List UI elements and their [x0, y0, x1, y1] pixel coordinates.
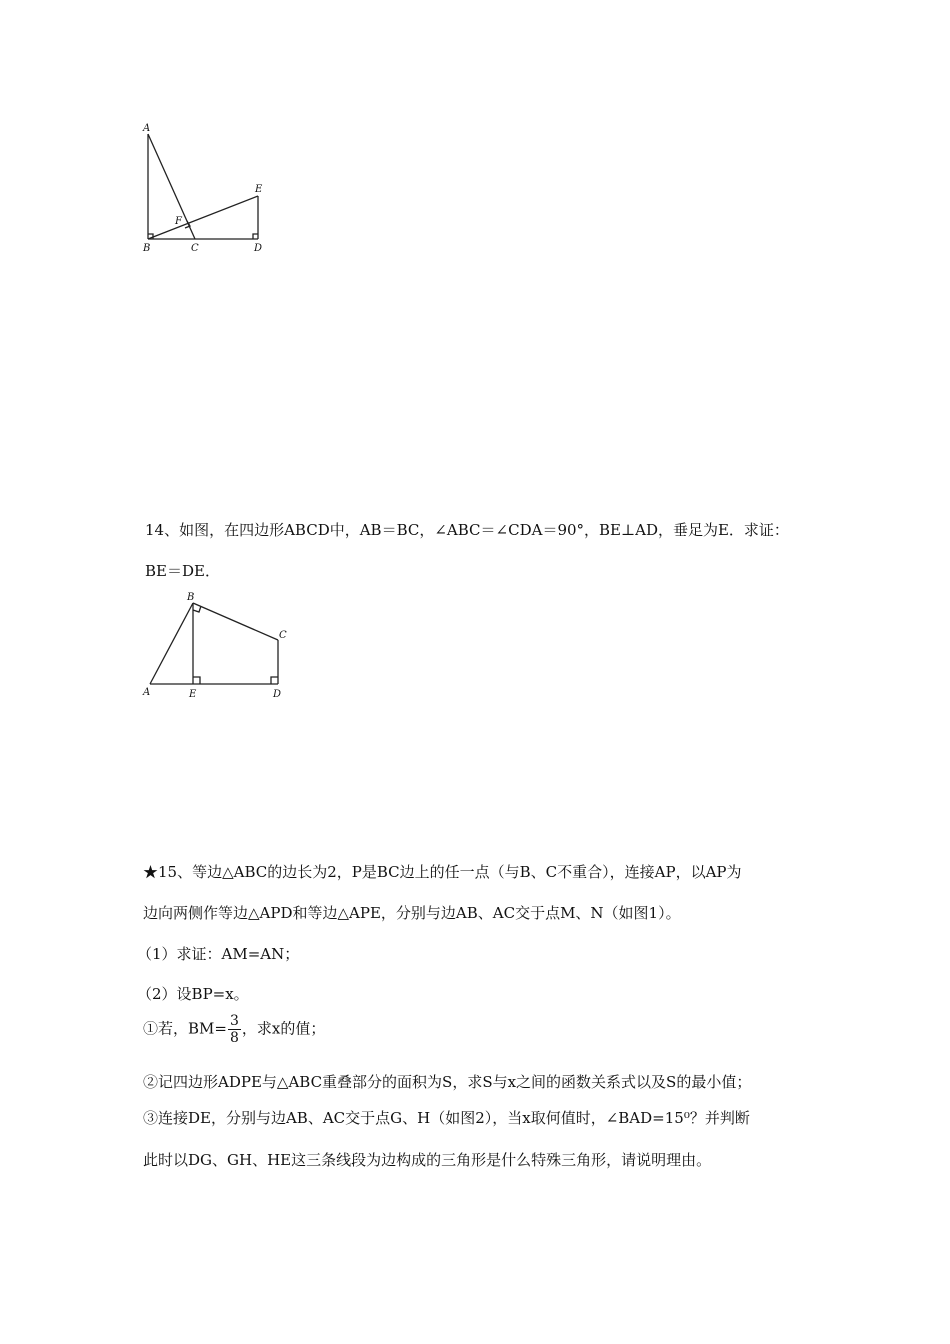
right-angle-mark-e [193, 677, 200, 684]
label-d: D [254, 243, 263, 254]
q15-part2: （2）设BP=x。 [137, 985, 249, 1003]
q15-sub3-line1: ③连接DE，分别与边AB、AC交于点G、H（如图2），当x取何值时，∠BAD=15⁰？并判断 [143, 1109, 750, 1127]
q15-sub1-suffix: ，求x的值； [241, 1019, 326, 1038]
segment-ab [150, 603, 193, 684]
right-angle-mark-d [271, 677, 278, 684]
label-e: E [189, 689, 197, 700]
q15-part1: （1）求证：AM=AN； [137, 945, 300, 963]
right-angle-mark-b [193, 606, 201, 612]
q15-line2: 边向两侧作等边△APD和等边△APE，分别与边AB、AC交于点M、N（如图1）。 [143, 904, 681, 922]
q15-line1: ★15、等边△ABC的边长为2，P是BC边上的任一点（与B、C不重合），连接AP，以AP为 [143, 863, 742, 881]
label-b: B [187, 592, 195, 603]
label-b: B [143, 243, 151, 254]
label-d: D [273, 689, 282, 700]
q15-sub1 [143, 1013, 325, 1046]
q15-sub3-line2: 此时以DG、GH、HE这三条线段为边构成的三角形是什么特殊三角形，请说明理由。 [143, 1151, 712, 1169]
q15-sub1-prefix: ①若，BM= [143, 1019, 227, 1038]
label-a: A [143, 123, 151, 134]
fraction-numerator: 3 [229, 1013, 239, 1029]
label-c: C [279, 630, 287, 641]
fraction-three-eighths [228, 1013, 241, 1046]
segment-bc [193, 603, 278, 640]
label-c: C [191, 243, 199, 254]
q14-line1: 14、如图，在四边形ABCD中，AB＝BC，∠ABC＝∠CDA＝90°，BE⊥AD，垂足为E．求证： [145, 521, 789, 539]
fraction-denominator: 8 [229, 1030, 239, 1046]
label-f: F [175, 216, 182, 227]
q15-sub2: ②记四边形ADPE与△ABC重叠部分的面积为S，求S与x之间的函数关系式以及S的最小值； [143, 1073, 752, 1091]
label-e: E [255, 184, 263, 195]
q14-line2: BE＝DE． [145, 562, 220, 580]
label-a: A [143, 687, 151, 698]
